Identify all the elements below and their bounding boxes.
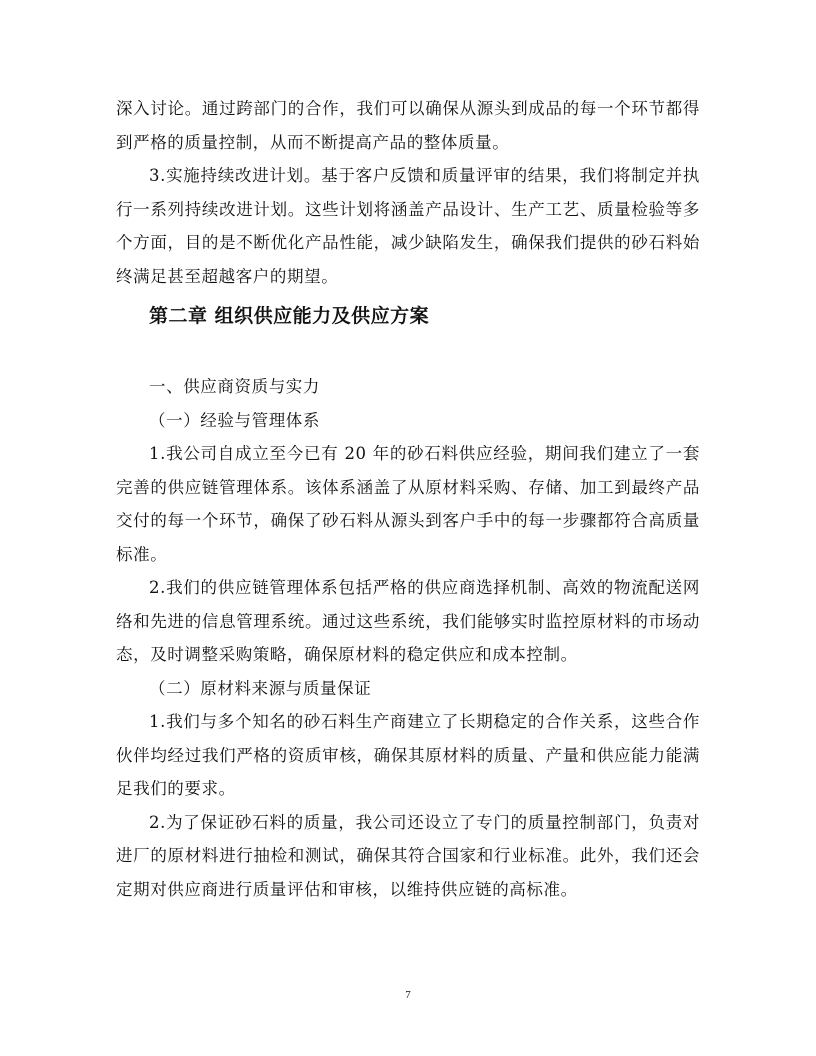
paragraph-experience-2: 2.我们的供应链管理体系包括严格的供应商选择机制、高效的物流配送网络和先进的信息管理系统。通过这些系统，我们能够实时监控原材料的市场动态，及时调整采购策略，确保原材料的稳定供应和成本控制。: [116, 578, 700, 664]
section-title: 一、供应商资质与实力: [149, 377, 320, 396]
paragraph-materials-1: 1.我们与多个知名的砂石料生产商建立了长期稳定的合作关系，这些合作伙伴均经过我们严格的资质审核，确保其原材料的质量、产量和供应能力能满足我们的要求。: [116, 712, 700, 798]
document-body: [116, 92, 700, 906]
page-number: 7: [405, 989, 411, 1001]
paragraph-experience-1: 1.我公司自成立至今已有 20 年的砂石料供应经验，期间我们建立了一套完善的供应链管理体系。该体系涵盖了从原材料采购、存储、加工到最终产品交付的每一个环节，确保了砂石料从源头到客户手中的每一步骤都符合高质量标准。: [116, 444, 700, 564]
paragraph-improvement-plan: 3.实施持续改进计划。基于客户反馈和质量评审的结果，我们将制定并执行一系列持续改进计划。这些计划将涵盖产品设计、生产工艺、质量检验等多个方面，目的是不断优化产品性能，减少缺陷发生，确保我们提供的砂石料始终满足甚至超越客户的期望。: [116, 166, 700, 286]
subsection-title-materials: （二）原材料来源与质量保证: [149, 678, 372, 698]
subsection-title-experience: （一）经验与管理体系: [149, 410, 320, 430]
paragraph-materials-2: 2.为了保证砂石料的质量，我公司还设立了专门的质量控制部门，负责对进厂的原材料进行抽检和测试，确保其符合国家和行业标准。此外，我们还会定期对供应商进行质量评估和审核，以维持供应链的高标准。: [116, 812, 700, 899]
chapter-title: 第二章 组织供应能力及供应方案: [149, 305, 430, 327]
paragraph-continued: 深入讨论。通过跨部门的合作，我们可以确保从源头到成品的每一个环节都得到严格的质量控制，从而不断提高产品的整体质量。: [116, 99, 700, 152]
chapter-spacer: [116, 333, 700, 370]
